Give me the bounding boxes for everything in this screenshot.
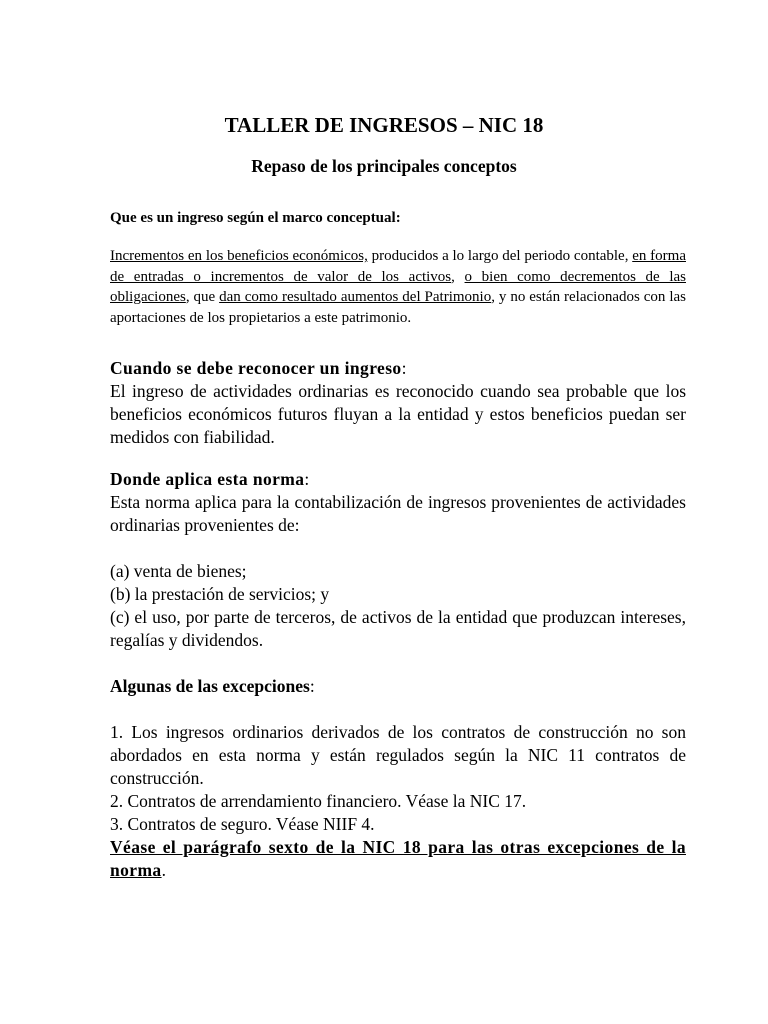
exceptions-note-line xyxy=(110,836,686,882)
definition-segment: , xyxy=(451,268,465,285)
document-subtitle: Repaso de los principales conceptos xyxy=(251,156,517,176)
definition-heading: Que es un ingreso según el marco conceptual: xyxy=(110,210,401,226)
exceptions-heading: Algunas de las excepciones xyxy=(110,676,310,696)
scope-heading: Donde aplica esta norma xyxy=(110,469,305,489)
exception-item: 2. Contratos de arrendamiento financiero. Véase la NIC 17. xyxy=(110,791,527,811)
exceptions-note: Véase el parágrafo sexto de la NIC 18 para las otras excepciones de la norma xyxy=(110,837,686,880)
recognition-heading-line xyxy=(110,357,686,380)
definition-segment: en forma de entradas o incrementos de valor de los activos xyxy=(110,248,686,285)
recognition-heading-suffix: : xyxy=(401,358,407,378)
definition-segment: dan como resultado aumentos del Patrimonio xyxy=(219,289,492,305)
scope-body: Esta norma aplica para la contabilización de ingresos provenientes de actividades ordinarias provenientes de: xyxy=(110,492,686,535)
definition-segment: , que xyxy=(185,289,220,305)
exceptions-heading-line xyxy=(110,675,686,698)
scope-item: (a) venta de bienes; xyxy=(110,561,247,581)
spacer xyxy=(110,537,686,560)
spacer xyxy=(110,698,686,721)
exception-item: 3. Contratos de seguro. Véase NIIF 4. xyxy=(110,814,375,834)
definition-segment: Incrementos en los beneficios económicos, xyxy=(110,248,368,264)
definition-segment: o bien como decrementos de las obligaciones xyxy=(110,268,686,305)
recognition-section xyxy=(110,357,686,449)
recognition-body: El ingreso de actividades ordinarias es reconocido cuando sea probable que los beneficios económicos futuros fluyan a la entidad y estos beneficios puedan ser medidos con fiabilidad. xyxy=(110,381,686,447)
scope-item: (c) el uso, por parte de terceros, de activos de la entidad que produzcan intereses, regalías y dividendos. xyxy=(110,607,686,650)
exceptions-section xyxy=(110,675,686,882)
definition-segment: producidos a lo largo del periodo contable, xyxy=(367,248,633,264)
exceptions-note-suffix: . xyxy=(161,860,166,880)
document-title: TALLER DE INGRESOS – NIC 18 xyxy=(224,113,544,137)
scope-heading-suffix: : xyxy=(304,469,310,489)
scope-heading-line xyxy=(110,468,686,491)
definition-paragraph xyxy=(110,246,686,328)
scope-item: (b) la prestación de servicios; y xyxy=(110,584,330,604)
scope-section xyxy=(110,468,686,652)
exception-item: 1. Los ingresos ordinarios derivados de los contratos de construcción no son abordados en esta norma y están regulados según la NIC 11 contratos de construcción. xyxy=(110,722,686,788)
exceptions-heading-suffix: : xyxy=(309,676,315,696)
definition-segment: , y no están relacionados con las aportaciones de los propietarios a este patrimonio. xyxy=(110,289,686,326)
recognition-heading: Cuando se debe reconocer un ingreso xyxy=(110,358,402,378)
